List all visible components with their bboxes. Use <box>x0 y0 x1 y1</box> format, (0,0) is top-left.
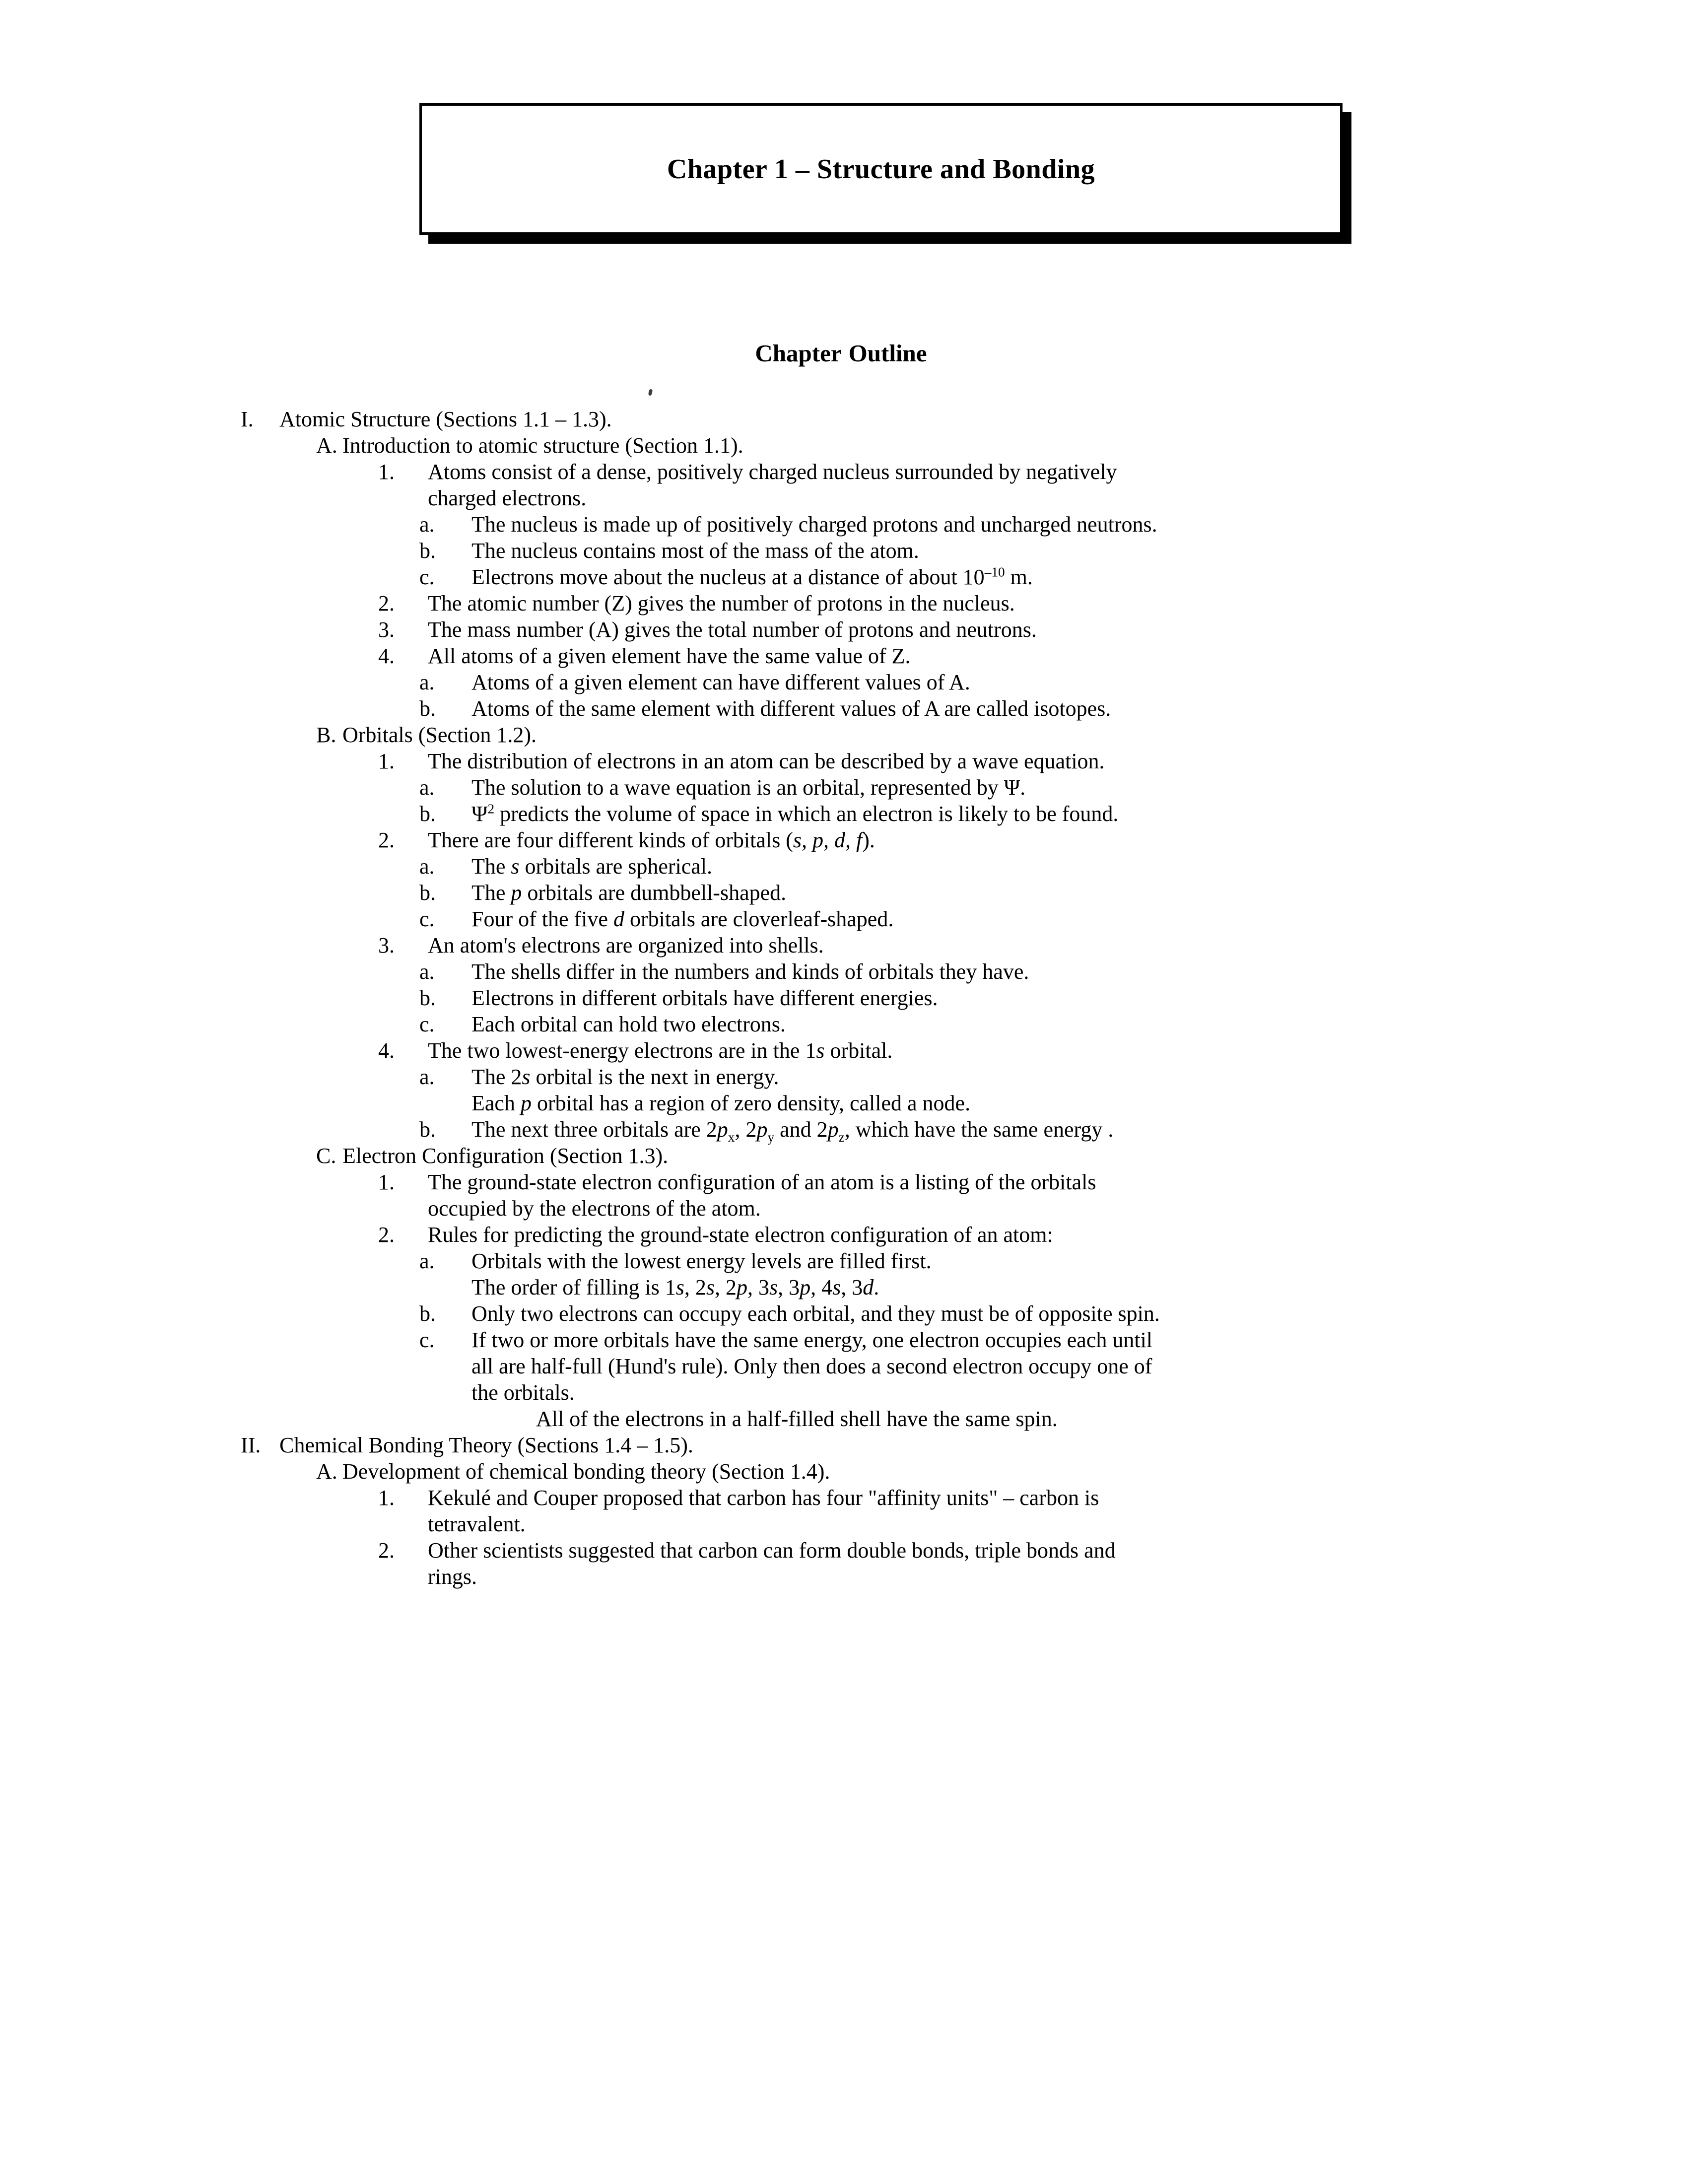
marker-II-A-2: 2. <box>378 1538 395 1563</box>
marker-I-B: B. <box>316 723 336 747</box>
outline-item-I-B <box>0 722 1682 748</box>
p-orbital-node-italic: p <box>520 1091 532 1115</box>
outline-text-I-B-1: The distribution of electrons in an atom can be described by a wave equation. <box>428 749 1105 773</box>
outline-text-I-A-1-a: The nucleus is made up of positively charged protons and uncharged neutrons. <box>471 512 1157 537</box>
marker-I-A-3: 3. <box>378 617 395 642</box>
outline-item-II-A <box>0 1458 1682 1485</box>
outline-text-II-A-2-line1: Other scientists suggested that carbon can form double bonds, triple bonds and <box>428 1538 1116 1563</box>
marker-I-C-2: 2. <box>378 1223 395 1247</box>
outline-cont-node-line: Each p orbital has a region of zero density, called a node. <box>471 1091 971 1115</box>
outline-cont-I-C-2-c-line3: the orbitals. <box>471 1380 575 1405</box>
outline-cont-filling-order: The order of filling is 1s, 2s, 2p, 3s, 3p, 4s, 3d. <box>471 1275 879 1299</box>
outline-text-I-C-2-b: Only two electrons can occupy each orbital, and they must be of opposite spin. <box>471 1301 1160 1326</box>
outline-text-I-B: Orbitals (Section 1.2). <box>342 723 537 747</box>
marker-I-B-2-c: c. <box>419 907 435 931</box>
outline-text-I-C-2: Rules for predicting the ground-state electron configuration of an atom: <box>428 1223 1053 1247</box>
outline-text-I-B-2-a: The s orbitals are spherical. <box>471 854 713 879</box>
marker-I-B-4-a: a. <box>419 1065 435 1089</box>
marker-I-B-3-c: c. <box>419 1012 435 1036</box>
marker-I-B-2-b: b. <box>419 881 436 905</box>
outline-item-I-B-1-a <box>0 774 1682 801</box>
marker-I-C-2-a: a. <box>419 1249 435 1273</box>
outline-item-I-A-1-b <box>0 538 1682 564</box>
outline-item-I-B-2 <box>0 827 1682 853</box>
outline-text-I-B-2 <box>428 827 1682 853</box>
outline-cont-II-A-2-line2: rings. <box>428 1565 477 1589</box>
outline-item-I-B-2-a <box>0 853 1682 880</box>
marker-I-B-4: 4. <box>378 1038 395 1063</box>
outline-text-I-A: Introduction to atomic structure (Section 1.1). <box>342 433 743 458</box>
marker-I-B-3-a: a. <box>419 959 435 984</box>
marker-I-A-1-b: b. <box>419 539 436 563</box>
outline-item-I-C-2 <box>0 1222 1682 1248</box>
text-before-exponent: Electrons move about the nucleus at a distance of about 10 <box>471 565 985 589</box>
text-after-psi: predicts the volume of space in which an electron is likely to be found. <box>494 802 1119 826</box>
outline-item-I-C-2-b <box>0 1300 1682 1327</box>
outline-note-half-filled-shell: All of the electrons in a half-filled shell have the same spin. <box>536 1407 1058 1431</box>
outline-item-I-A-1-a <box>0 511 1682 538</box>
outline-text-I-B-4-a: The 2s orbital is the next in energy. <box>471 1065 779 1089</box>
marker-I-A: A. <box>316 433 337 458</box>
text-after-exponent: m. <box>1005 565 1033 589</box>
outline-text-I-C-2-a: Orbitals with the lowest energy levels are filled first. <box>471 1249 932 1273</box>
outline-item-I-B-3 <box>0 932 1682 958</box>
orbital-kinds-italic: s, p, d, f <box>793 828 863 852</box>
outline-text-I-C-1-line1: The ground-state electron configuration of an atom is a listing of the orbitals <box>428 1170 1096 1194</box>
outline-item-I-B-4-b <box>0 1116 1682 1143</box>
outline-heading-word1: Chapter <box>755 340 842 367</box>
page-title: Chapter 1 – Structure and Bonding <box>667 153 1095 185</box>
outline-text-I-A-4-a: Atoms of a given element can have different values of A. <box>471 670 970 694</box>
marker-I-A-1: 1. <box>378 460 395 484</box>
outline-text-I-B-3: An atom's electrons are organized into shells. <box>428 933 824 957</box>
chapter-title-box <box>419 103 1343 235</box>
p-orbital-italic: p <box>511 881 522 905</box>
marker-I-C-1: 1. <box>378 1170 395 1194</box>
outline-text-I-B-1-a: The solution to a wave equation is an orbital, represented by Ψ. <box>471 775 1026 800</box>
outline-item-I-B-2-c <box>0 906 1682 932</box>
outline-heading-word2: Outline <box>848 340 927 367</box>
outline-item-I-B-4-a <box>0 1064 1682 1090</box>
outline-text-I-B-4-b: The next three orbitals are $2p_x$, $2p_y$ and $2p_z$, which have the same energy . <box>471 1117 1114 1145</box>
outline-item-I-B-3-a <box>0 958 1682 985</box>
outline-text-I-B-3-c: Each orbital can hold two electrons. <box>471 1012 786 1036</box>
outline-item-I-C-2-a <box>0 1248 1682 1274</box>
psi-exponent: 2 <box>487 801 495 817</box>
psi-symbol: Ψ <box>471 802 488 826</box>
marker-II-A-1: 1. <box>378 1486 395 1510</box>
title-box-frame <box>419 103 1343 235</box>
outline-text-I-A-1-b: The nucleus contains most of the mass of the atom. <box>471 539 919 563</box>
marker-I-A-4-a: a. <box>419 670 435 694</box>
marker-I-A-4-b: b. <box>419 696 436 721</box>
outline-text-I-C-2-c-line1: If two or more orbitals have the same energy, one electron occupies each until <box>471 1328 1153 1352</box>
marker-I-A-4: 4. <box>378 644 395 668</box>
marker-I-B-3-b: b. <box>419 986 436 1010</box>
outline-item-I-A-4-b <box>0 695 1682 722</box>
outline-item-I-A-1 <box>0 459 1682 485</box>
d-orbital-italic: d <box>613 907 624 931</box>
outline-item-II-A-2 <box>0 1537 1682 1564</box>
marker-I-B-4-b: b. <box>419 1117 436 1142</box>
outline-item-I-B-2-b <box>0 880 1682 906</box>
outline-text-II-A-1-line1: Kekulé and Couper proposed that carbon has four "affinity units" – carbon is <box>428 1486 1099 1510</box>
outline-text-I-B-1-b <box>471 801 1682 827</box>
marker-I-B-2-a: a. <box>419 854 435 879</box>
outline-text-I-A-4: All atoms of a given element have the same value of Z. <box>428 644 911 668</box>
chapter-outline-list <box>0 406 1682 1590</box>
exponent-value: –10 <box>984 564 1005 580</box>
orbital-kinds-suffix: ). <box>862 828 875 852</box>
marker-I-A-1-a: a. <box>419 512 435 537</box>
outline-item-I-B-4 <box>0 1037 1682 1064</box>
s-orbital-italic: s <box>511 854 520 879</box>
outline-item-I-A-1-c <box>0 564 1682 590</box>
outline-cont-I-C-2-c-line2: all are half-full (Hund's rule). Only then does a second electron occupy one of <box>471 1354 1152 1378</box>
outline-item-roman-II <box>0 1432 1682 1458</box>
outline-item-I-A-2 <box>0 590 1682 616</box>
outline-item-I-B-3-c <box>0 1011 1682 1037</box>
outline-item-I-C-1 <box>0 1169 1682 1195</box>
outline-text-I-A-1-line1: Atoms consist of a dense, positively charged nucleus surrounded by negatively <box>428 460 1117 484</box>
outline-item-I-B-3-b <box>0 985 1682 1011</box>
outline-text-I-A-2: The atomic number (Z) gives the number of protons in the nucleus. <box>428 591 1015 615</box>
marker-I-B-1-a: a. <box>419 775 435 800</box>
outline-text-I-B-3-b: Electrons in different orbitals have different energies. <box>471 986 938 1010</box>
marker-I: I. <box>241 407 254 431</box>
outline-item-I-A-4 <box>0 643 1682 669</box>
outline-text-I-B-2-b: The p orbitals are dumbbell-shaped. <box>471 881 787 905</box>
outline-text-II-A: Development of chemical bonding theory (Section 1.4). <box>342 1459 830 1484</box>
outline-item-I-B-1-b <box>0 801 1682 827</box>
outline-cont-II-A-1-line2: tetravalent. <box>428 1512 526 1536</box>
outline-item-I-A <box>0 432 1682 459</box>
outline-text-I-B-3-a: The shells differ in the numbers and kinds of orbitals they have. <box>471 959 1029 984</box>
1s-orbital-italic: s <box>816 1038 825 1063</box>
outline-item-I-B-1 <box>0 748 1682 774</box>
outline-text-I-B-2-c: Four of the five d orbitals are cloverleaf-shaped. <box>471 907 894 931</box>
outline-cont-I-A-1-line2: charged electrons. <box>428 486 587 510</box>
outline-item-I-A-3 <box>0 616 1682 643</box>
outline-text-I-B-4: The two lowest-energy electrons are in the 1s orbital. <box>428 1038 893 1063</box>
outline-item-roman-I <box>0 406 1682 432</box>
orbital-kinds-prefix: There are four different kinds of orbitals ( <box>428 828 793 852</box>
2s-orbital-italic: s <box>522 1065 531 1089</box>
marker-I-B-1-b: b. <box>419 802 436 826</box>
outline-item-I-C-2-c <box>0 1327 1682 1353</box>
marker-II: II. <box>241 1433 261 1457</box>
marker-I-B-1: 1. <box>378 749 395 773</box>
scan-artifact-speck <box>648 389 653 396</box>
outline-text-II: Chemical Bonding Theory (Sections 1.4 – 1.5). <box>279 1433 693 1457</box>
marker-I-C-2-b: b. <box>419 1301 436 1326</box>
outline-cont-I-C-1-line2: occupied by the electrons of the atom. <box>428 1196 761 1221</box>
outline-item-I-C <box>0 1143 1682 1169</box>
outline-item-II-A-1 <box>0 1485 1682 1511</box>
outline-text-I-C: Electron Configuration (Section 1.3). <box>342 1144 669 1168</box>
marker-I-A-2: 2. <box>378 591 395 615</box>
marker-II-A: A. <box>316 1459 337 1484</box>
outline-text-I-A-3: The mass number (A) gives the total number of protons and neutrons. <box>428 617 1037 642</box>
outline-text-I-A-4-b: Atoms of the same element with different values of A are called isotopes. <box>471 696 1111 721</box>
marker-I-B-2: 2. <box>378 828 395 852</box>
marker-I-C-2-c: c. <box>419 1328 435 1352</box>
marker-I-C: C. <box>316 1144 336 1168</box>
outline-text-I-A-1-c <box>471 564 1682 590</box>
outline-item-I-A-4-a <box>0 669 1682 695</box>
outline-text-I: Atomic Structure (Sections 1.1 – 1.3). <box>279 407 612 431</box>
outline-heading <box>0 339 1682 367</box>
marker-I-A-1-c: c. <box>419 565 435 589</box>
marker-I-B-3: 3. <box>378 933 395 957</box>
